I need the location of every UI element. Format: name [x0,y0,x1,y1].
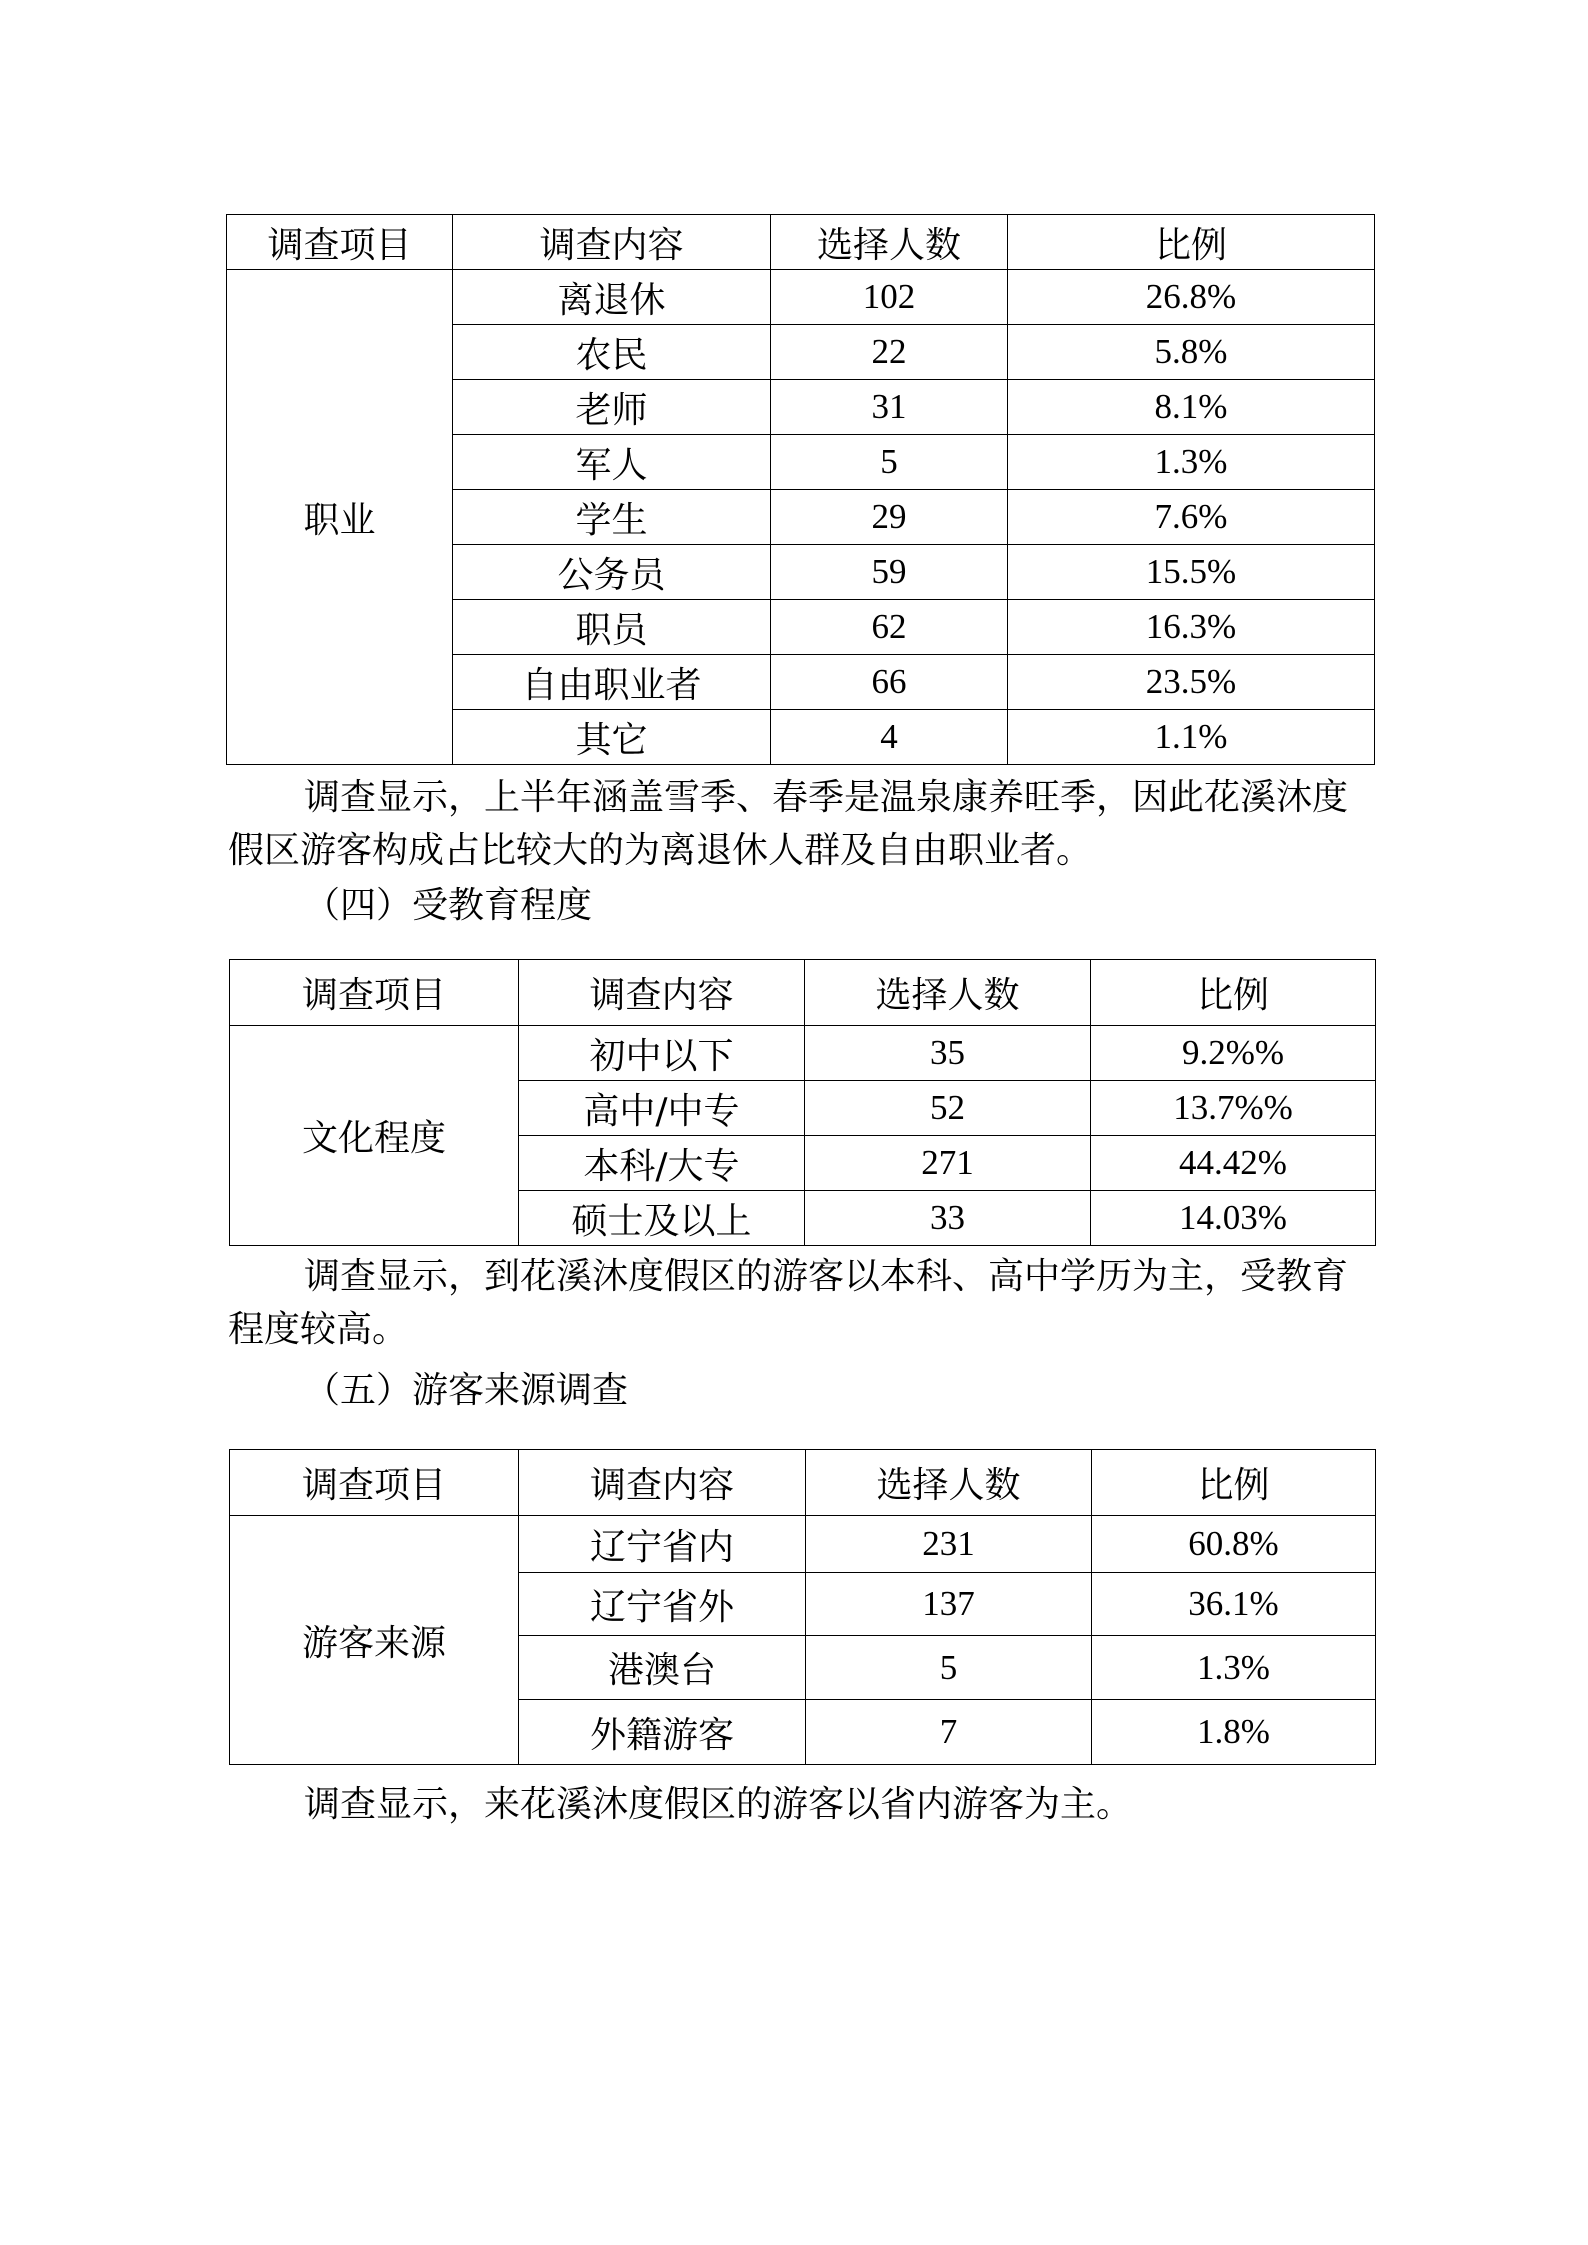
count-cell: 35 [805,1026,1091,1081]
table-row [227,270,1375,325]
section-heading-source: （五）游客来源调查 [304,1370,629,1411]
header-ratio: 比例 [1092,1450,1376,1516]
ratio-cell: 1.1% [1008,710,1375,765]
survey-item-cell: 职业 [227,270,453,765]
content-cell: 农民 [453,325,771,380]
header-respondent-count: 选择人数 [805,960,1091,1026]
count-cell: 33 [805,1191,1091,1246]
count-cell: 22 [771,325,1008,380]
count-cell: 7 [806,1700,1092,1765]
ratio-cell: 23.5% [1008,655,1375,710]
count-cell: 231 [806,1516,1092,1573]
visitor-source-summary: 调查显示，来花溪沐度假区的游客以省内游客为主。 [304,1784,1133,1825]
header-survey-content: 调查内容 [453,215,771,270]
count-cell: 137 [806,1573,1092,1636]
education-summary: 调查显示，到花溪沐度假区的游客以本科、高中学历为主，受教育程度较高。 [228,1256,1349,1350]
occupation-table [226,214,1375,765]
header-ratio: 比例 [1091,960,1376,1026]
content-cell: 离退休 [453,270,771,325]
table-header-row [227,215,1375,270]
content-cell: 学生 [453,490,771,545]
content-cell: 公务员 [453,545,771,600]
count-cell: 5 [771,435,1008,490]
count-cell: 102 [771,270,1008,325]
count-cell: 4 [771,710,1008,765]
table-row [230,1516,1376,1573]
count-cell: 66 [771,655,1008,710]
survey-item-cell: 文化程度 [230,1026,519,1246]
content-cell: 老师 [453,380,771,435]
count-cell: 29 [771,490,1008,545]
ratio-cell: 1.3% [1092,1636,1376,1700]
content-cell: 硕士及以上 [519,1191,805,1246]
ratio-cell: 44.42% [1091,1136,1376,1191]
ratio-cell: 15.5% [1008,545,1375,600]
count-cell: 31 [771,380,1008,435]
content-cell: 其它 [453,710,771,765]
ratio-cell: 7.6% [1008,490,1375,545]
count-cell: 52 [805,1081,1091,1136]
count-cell: 62 [771,600,1008,655]
header-survey-content: 调查内容 [519,1450,806,1516]
ratio-cell: 36.1% [1092,1573,1376,1636]
header-ratio: 比例 [1008,215,1375,270]
header-survey-item: 调查项目 [230,960,519,1026]
ratio-cell: 9.2%% [1091,1026,1376,1081]
ratio-cell: 1.8% [1092,1700,1376,1765]
count-cell: 5 [806,1636,1092,1700]
header-respondent-count: 选择人数 [771,215,1008,270]
content-cell: 军人 [453,435,771,490]
content-cell: 港澳台 [519,1636,806,1700]
survey-item-cell: 游客来源 [230,1516,519,1765]
ratio-cell: 8.1% [1008,380,1375,435]
ratio-cell: 14.03% [1091,1191,1376,1246]
occupation-summary: 调查显示，上半年涵盖雪季、春季是温泉康养旺季，因此花溪沐度假区游客构成占比较大的为离退休人群及自由职业者。 [228,777,1349,871]
content-cell: 初中以下 [519,1026,805,1081]
visitor-source-table [229,1449,1376,1765]
ratio-cell: 5.8% [1008,325,1375,380]
header-respondent-count: 选择人数 [806,1450,1092,1516]
count-cell: 59 [771,545,1008,600]
section-heading-education: （四）受教育程度 [304,885,593,926]
table-row [230,1026,1376,1081]
content-cell: 本科/大专 [519,1136,805,1191]
header-survey-item: 调查项目 [230,1450,519,1516]
table-header-row [230,1450,1376,1516]
table-header-row [230,960,1376,1026]
content-cell: 高中/中专 [519,1081,805,1136]
ratio-cell: 16.3% [1008,600,1375,655]
content-cell: 辽宁省内 [519,1516,806,1573]
header-survey-content: 调查内容 [519,960,805,1026]
content-cell: 自由职业者 [453,655,771,710]
education-table [229,959,1376,1246]
ratio-cell: 26.8% [1008,270,1375,325]
content-cell: 外籍游客 [519,1700,806,1765]
header-survey-item: 调查项目 [227,215,453,270]
ratio-cell: 1.3% [1008,435,1375,490]
ratio-cell: 13.7%% [1091,1081,1376,1136]
count-cell: 271 [805,1136,1091,1191]
content-cell: 职员 [453,600,771,655]
content-cell: 辽宁省外 [519,1573,806,1636]
ratio-cell: 60.8% [1092,1516,1376,1573]
